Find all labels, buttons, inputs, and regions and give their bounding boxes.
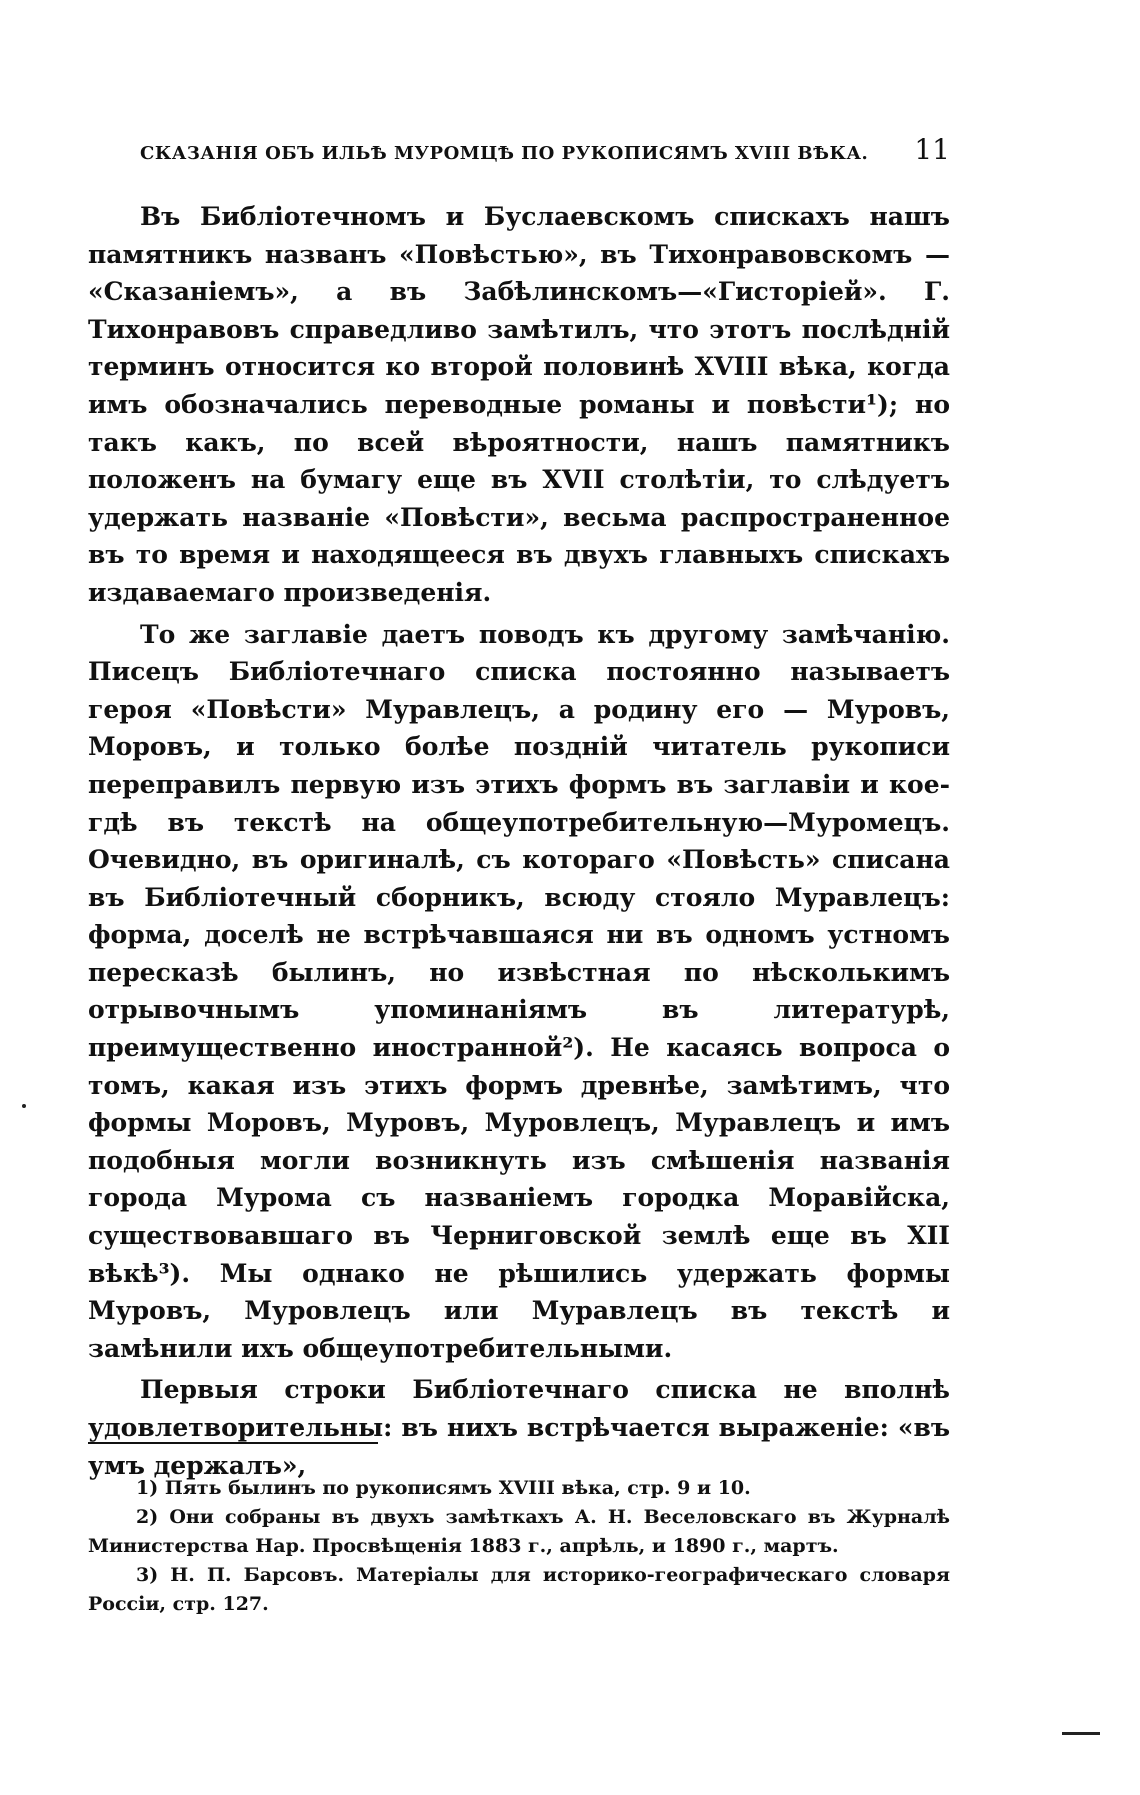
footnote: 2) Они собраны въ двухъ замѣткахъ А. Н. Веселовскаго въ Журналѣ Министерства Нар. Просвѣщенія 1883 г., апрѣль, и 1890 г., мартъ. [88, 1506, 950, 1557]
footnote: 3) Н. П. Барсовъ. Матеріалы для историко-географическаго словаря Россіи, стр. 127. [88, 1564, 950, 1615]
page-number: 11 [914, 133, 950, 166]
running-title: СКАЗАНІЯ ОБЪ ИЛЬѢ МУРОМЦѢ ПО РУКОПИСЯМЪ XVIII ВѢКА. [140, 143, 869, 164]
paragraph: Въ Библіотечномъ и Буслаевскомъ спискахъ нашъ памятникъ названъ «Повѣстью», въ Тихонравовскомъ — «Сказаніемъ», а въ Забѣлинскомъ—«Гисторіей». Г. Тихонравовъ справедливо замѣтилъ, что этотъ послѣдній терминъ относится ко второй половинѣ XVIII вѣка, когда имъ обозначались переводные романы и повѣсти¹); но такъ какъ, по всей вѣроятности, нашъ памятникъ положенъ на бумагу еще въ XVII столѣтіи, то слѣдуетъ удержать названіе «Повѣсти», весьма распространенное въ то время и находящееся въ двухъ главныхъ спискахъ издаваемаго произведенія. [88, 202, 950, 607]
paragraph: Первыя строки Библіотечнаго списка не вполнѣ удовлетворительны: въ нихъ встрѣчается выраженіе: «въ умъ держалъ», [88, 1375, 950, 1480]
margin-mark [22, 1104, 26, 1108]
page-header [140, 133, 950, 166]
footnotes [88, 1474, 950, 1619]
corner-mark [1062, 1732, 1100, 1735]
footnote-divider [88, 1442, 378, 1444]
paragraph: То же заглавіе даетъ поводъ къ другому замѣчанію. Писецъ Библіотечнаго списка постоянно называетъ героя «Повѣсти» Муравлецъ, а родину его — Муровъ, Моровъ, и только болѣе поздній читатель рукописи переправилъ первую изъ этихъ формъ въ заглавіи и кое-гдѣ въ текстѣ на общеупотребительную—Муромецъ. Очевидно, въ оригиналѣ, съ котораго «Повѣсть» списана въ Библіотечный сборникъ, всюду стояло Муравлецъ: форма, доселѣ не встрѣчавшаяся ни въ одномъ устномъ пересказѣ былинъ, но извѣстная по нѣсколькимъ отрывочнымъ упоминаніямъ въ литературѣ, преимущественно иностранной²). Не касаясь вопроса о томъ, какая изъ этихъ формъ древнѣе, замѣтимъ, что формы Моровъ, Муровъ, Муровлецъ, Муравлецъ и имъ подобныя могли возникнуть изъ смѣшенія названія города Мурома съ названіемъ городка Моравійска, существовавшаго въ Черниговской землѣ еще въ XII вѣкѣ³). Мы однако не рѣшились удержать формы Муровъ, Муровлецъ или Муравлецъ въ текстѣ и замѣнили ихъ общеупотребительными. [88, 619, 950, 1363]
footnote: 1) Пять былинъ по рукописямъ XVIII вѣка, стр. 9 и 10. [136, 1477, 751, 1499]
body-text [88, 198, 950, 1484]
